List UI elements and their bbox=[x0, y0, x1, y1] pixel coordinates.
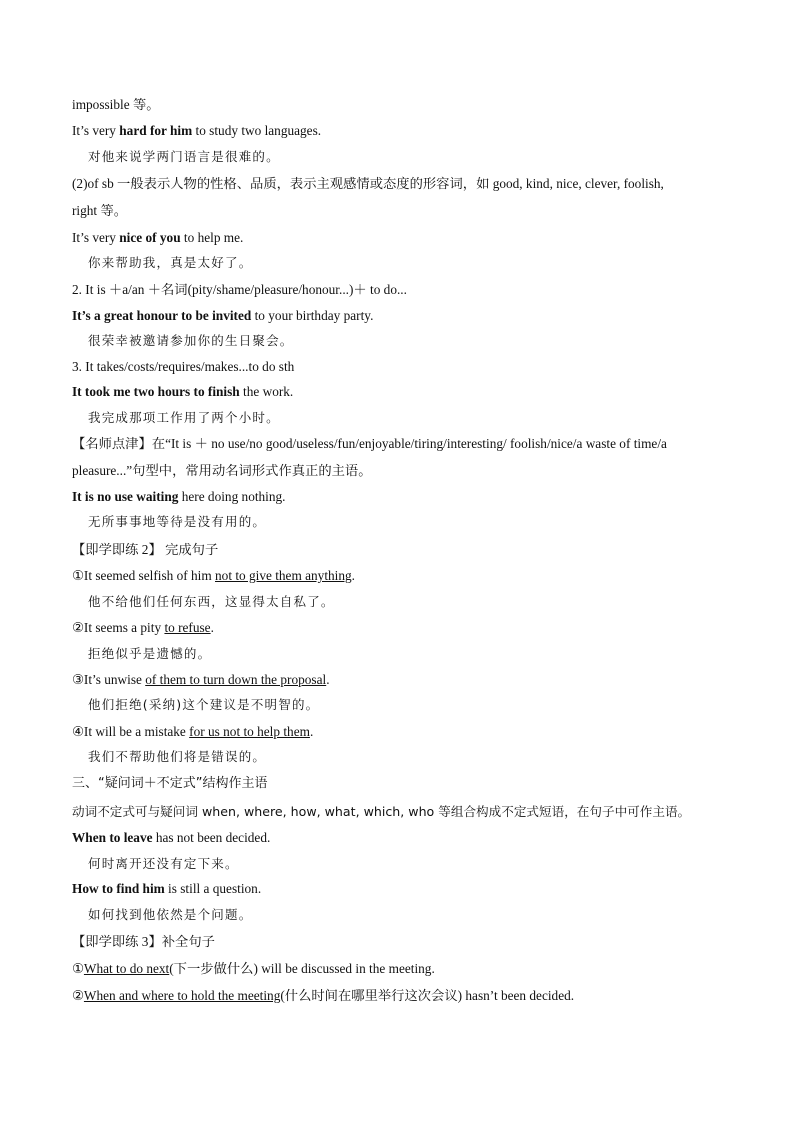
translation: 他不给他们任何东西，这显得太自私了。 bbox=[88, 594, 335, 609]
example-sentence: When to leave has not been decided. bbox=[72, 830, 271, 845]
exercise-item: ②When and where to hold the meeting(什么时间在哪里举行这次会议) hasn’t been decided. bbox=[72, 988, 575, 1003]
translation: 对他来说学两门语言是很难的。 bbox=[88, 149, 280, 164]
example-sentence: It’s a great honour to be invited to your birthday party. bbox=[72, 308, 374, 323]
exercise-item: ④It will be a mistake for us not to help them. bbox=[72, 724, 314, 739]
translation: 你来帮助我，真是太好了。 bbox=[88, 255, 253, 270]
example-sentence: It’s very nice of you to help me. bbox=[72, 230, 244, 245]
translation: 如何找到他依然是个问题。 bbox=[88, 907, 253, 922]
translation: 很荣幸被邀请参加你的生日聚会。 bbox=[88, 333, 294, 348]
translation: 无所事事地等待是没有用的。 bbox=[88, 514, 267, 529]
section-heading: 3. It takes/costs/requires/makes...to do sth bbox=[72, 359, 295, 374]
section-title: 三、“疑问词＋不定式”结构作主语 bbox=[72, 776, 268, 791]
text-line: impossible 等。 bbox=[72, 97, 160, 112]
tip-line: pleasure...”句型中，常用动名词形式作真正的主语。 bbox=[72, 463, 372, 478]
translation: 拒绝似乎是遗憾的。 bbox=[88, 646, 212, 661]
example-sentence: How to find him is still a question. bbox=[72, 881, 262, 896]
exercise-item: ③It’s unwise of them to turn down the proposal. bbox=[72, 672, 330, 687]
text-line: right 等。 bbox=[72, 203, 128, 218]
example-sentence: It is no use waiting here doing nothing. bbox=[72, 489, 286, 504]
translation: 何时离开还没有定下来。 bbox=[88, 856, 239, 871]
example-sentence: It took me two hours to finish the work. bbox=[72, 384, 294, 399]
tip-line: 【名师点津】在“It is ＋ no use/no good/useless/fun/enjoyable/tiring/interesting/ foolish/nice/a waste of time/a bbox=[72, 436, 667, 451]
translation: 我们不帮助他们将是错误的。 bbox=[88, 749, 267, 764]
translation: 他们拒绝(采纳)这个建议是不明智的。 bbox=[88, 697, 320, 712]
exercise-item: ①What to do next(下一步做什么) will be discussed in the meeting. bbox=[72, 961, 435, 976]
translation: 我完成那项工作用了两个小时。 bbox=[88, 410, 280, 425]
exercise-item: ②It seems a pity to refuse. bbox=[72, 620, 214, 635]
exercise-item: ①It seemed selfish of him not to give them anything. bbox=[72, 568, 355, 583]
example-sentence: It’s very hard for him to study two languages. bbox=[72, 123, 322, 138]
section-heading: 2. It is ＋a/an ＋名词(pity/shame/pleasure/honour...)＋ to do... bbox=[72, 282, 407, 297]
text-line: (2)of sb 一般表示人物的性格、品质，表示主观感情或态度的形容词，如 good, kind, nice, clever, foolish, bbox=[72, 176, 664, 191]
section-description: 动词不定式可与疑问词 when, where, how, what, which, who 等组合构成不定式短语，在句子中可作主语。 bbox=[72, 804, 691, 819]
exercise-heading: 【即学即练 2】 完成句子 bbox=[72, 542, 219, 557]
exercise-heading: 【即学即练 3】补全句子 bbox=[72, 934, 215, 949]
